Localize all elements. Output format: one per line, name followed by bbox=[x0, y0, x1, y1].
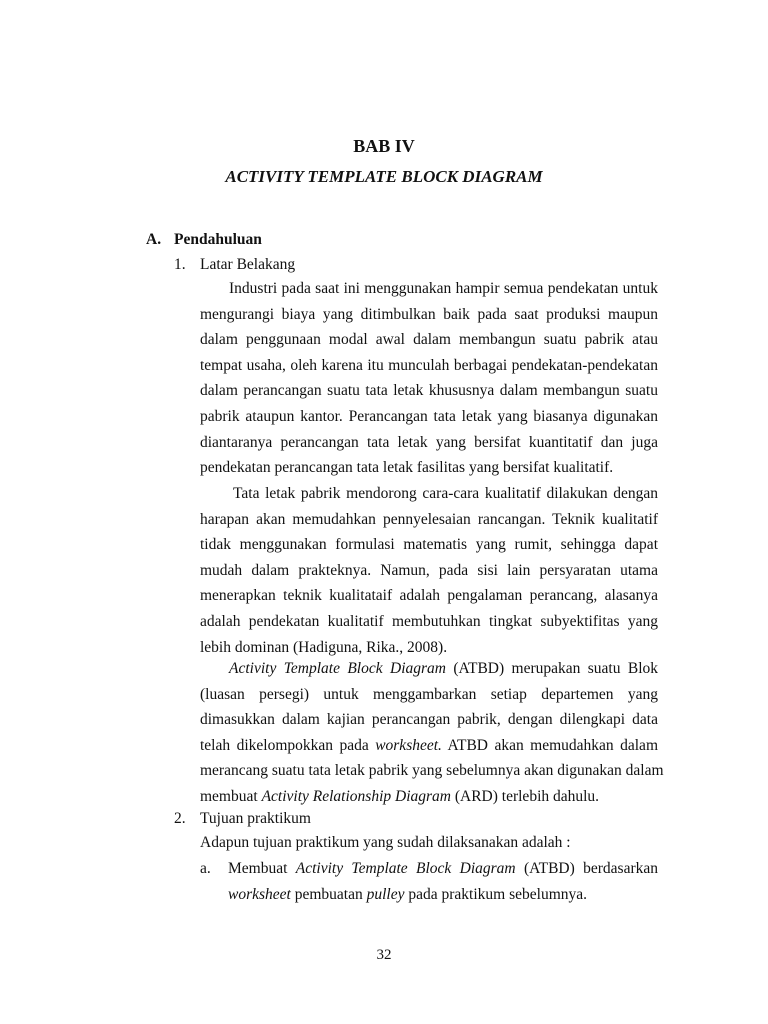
item-number: 2. bbox=[174, 810, 186, 827]
item-intro: Adapun tujuan praktikum yang sudah dilaksanakan adalah : bbox=[200, 834, 571, 851]
text-line: mudah dalam prakteknya. Namun, pada sisi lain persyaratan utama bbox=[200, 561, 658, 579]
sub-item-label: a. bbox=[200, 860, 211, 877]
text-line: diantaranya perancangan tata letak yang bersifat kuantitatif dan juga bbox=[200, 433, 658, 451]
text-line: mengurangi biaya yang ditimbulkan baik pada saat produksi maupun bbox=[200, 305, 658, 323]
text-line: dalam penggunaan modal awal dalam membangun suatu pabrik atau bbox=[200, 331, 658, 349]
italic-term: Activity Template Block Diagram bbox=[295, 860, 516, 877]
text-line: (luasan persegi) untuk menggambarkan setiap departemen yang bbox=[200, 685, 658, 703]
italic-term: Activity Relationship Diagram bbox=[261, 787, 451, 805]
item-number: 1. bbox=[174, 256, 186, 273]
text-line: membuat Activity Relationship Diagram (ARD) terlebih dahulu. bbox=[200, 787, 600, 805]
section-title: Pendahuluan bbox=[174, 231, 262, 248]
text-line: pabrik ataupun kantor. Perancangan tata letak yang biasanya digunakan bbox=[200, 407, 658, 425]
item-title: Tujuan praktikum bbox=[200, 810, 311, 827]
chapter-title: BAB IV bbox=[353, 136, 415, 156]
text-line: adalah pendekatan kualitatif membutuhkan tingkat subyektifitas yang bbox=[200, 612, 658, 630]
text-line: dalam perancangan suatu tata letak khususnya dalam membangun suatu bbox=[200, 382, 658, 400]
text-line: lebih dominan (Hadiguna, Rika., 2008). bbox=[200, 638, 448, 656]
sub-item-text bbox=[228, 856, 658, 907]
text-line: merancang suatu tata letak pabrik yang sebelumnya akan digunakan dalam bbox=[200, 762, 664, 780]
text-line: Industri pada saat ini menggunakan hampir semua pendekatan untuk bbox=[229, 280, 658, 297]
page-number: 32 bbox=[376, 947, 392, 963]
paragraph-latar-belakang-1 bbox=[200, 276, 658, 481]
italic-term: Activity Template Block Diagram bbox=[229, 660, 446, 677]
text-line: harapan akan memudahkan pennyelesaian rancangan. Teknik kualitatif bbox=[200, 510, 658, 528]
chapter-subtitle: ACTIVITY TEMPLATE BLOCK DIAGRAM bbox=[225, 167, 543, 186]
paragraph-latar-belakang-2 bbox=[200, 481, 658, 660]
text-line: menerapkan teknik kualitataif adalah pengalaman perancang, alasanya bbox=[200, 587, 658, 605]
text-line: Activity Template Block Diagram (ATBD) merupakan suatu Blok bbox=[229, 660, 658, 677]
section-label: A. bbox=[146, 231, 162, 248]
item-title: Latar Belakang bbox=[200, 256, 296, 273]
text-line: worksheet pembuatan pulley pada praktikum sebelumnya. bbox=[228, 885, 588, 903]
text-line: dimasukkan dalam kajian perancangan pabrik, dengan dilengkapi data bbox=[200, 711, 658, 729]
paragraph-latar-belakang-3 bbox=[200, 656, 664, 810]
text-line: telah dikelompokkan pada worksheet. ATBD akan memudahkan dalam bbox=[200, 736, 658, 754]
text-line: pendekatan perancangan tata letak fasilitas yang bersifat kualitatif. bbox=[200, 459, 614, 477]
text-line: Tata letak pabrik mendorong cara-cara kualitatif dilakukan dengan bbox=[233, 485, 658, 502]
italic-term: worksheet. bbox=[375, 736, 442, 754]
italic-term: worksheet bbox=[228, 885, 291, 903]
text-line: tidak menggunakan formulasi matematis yang rumit, sehingga dapat bbox=[200, 536, 658, 554]
text-line: tempat usaha, oleh karena itu munculah berbagai pendekatan-pendekatan bbox=[200, 356, 658, 374]
text-line: Membuat Activity Template Block Diagram (ATBD) berdasarkan bbox=[228, 860, 658, 877]
italic-term: pulley bbox=[366, 885, 405, 903]
